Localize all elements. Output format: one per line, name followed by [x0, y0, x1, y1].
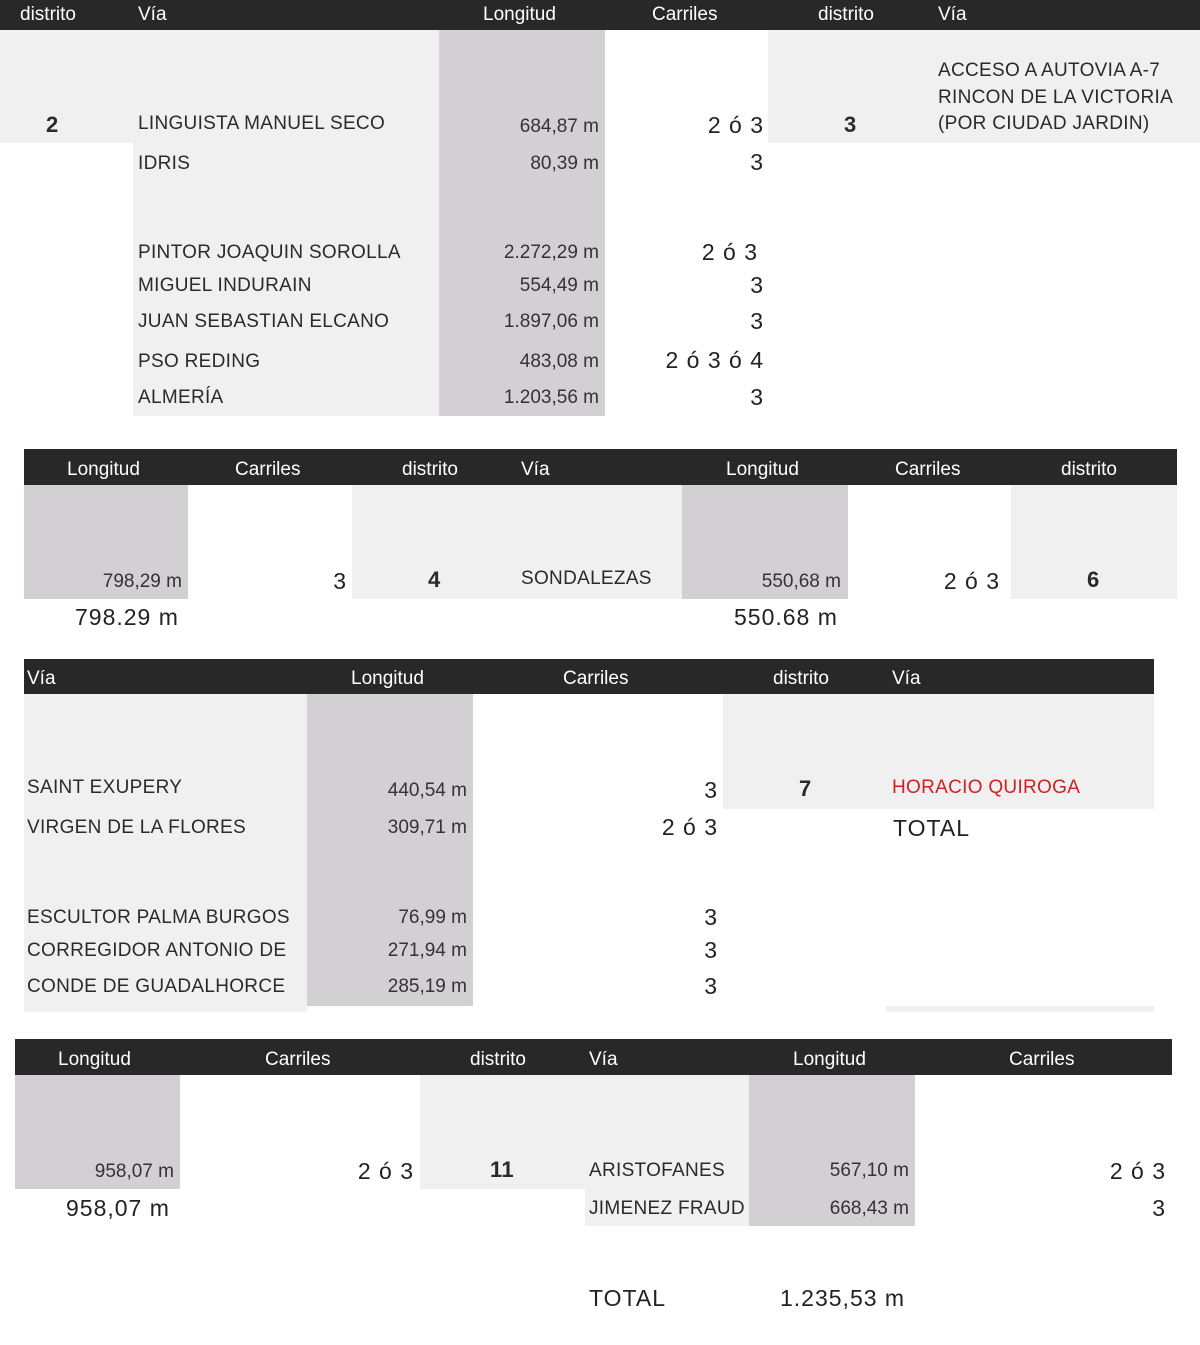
carriles-cell: 3: [750, 384, 764, 410]
via-cell: PINTOR JOAQUIN SOROLLA: [138, 242, 401, 263]
band3-via-column: [24, 694, 307, 1012]
band1-header-distrito: distrito: [20, 4, 76, 25]
longitud-cell: 1.203,56 m: [503, 387, 599, 408]
band3-header-carriles: Carriles: [563, 668, 629, 689]
band3-header-distrito: distrito: [773, 668, 829, 689]
via-cell: CONDE DE GUADALHORCE: [27, 976, 286, 997]
band1-district-cell: [0, 30, 133, 143]
band4-header-carriles: Carriles: [265, 1049, 331, 1070]
band4-left-longitud: 958,07 m: [94, 1161, 174, 1182]
band2-header: [24, 449, 1177, 485]
band1-header-distrito-right: distrito: [818, 4, 874, 25]
via-cell: MIGUEL INDURAIN: [138, 275, 312, 296]
band1-district-right: 3: [844, 112, 857, 137]
via-cell: VIRGEN DE LA FLORES: [27, 817, 246, 838]
band3-right-bottom-strip: [886, 1006, 1154, 1012]
longitud-cell: 309,71 m: [387, 817, 467, 838]
longitud-cell: 1.897,06 m: [503, 311, 599, 332]
band4-header-via: Vía: [589, 1049, 618, 1070]
band4-left-carriles: 2 ó 3: [357, 1158, 414, 1184]
via-cell: ALMERÍA: [138, 387, 224, 408]
band2-header-distrito-right: distrito: [1061, 459, 1117, 480]
band4-left-total: 958,07 m: [66, 1195, 170, 1221]
via-cell: ARISTOFANES: [589, 1160, 725, 1181]
carriles-cell: 3: [750, 149, 764, 175]
carriles-cell: 2 ó 3: [707, 112, 764, 138]
band3-via-right: HORACIO QUIROGA: [892, 777, 1081, 798]
band1-right-via-line1: ACCESO A AUTOVIA A-7: [938, 60, 1161, 81]
carriles-cell: 3: [750, 272, 764, 298]
band1-right-via-line3: (POR CIUDAD JARDIN): [938, 113, 1150, 134]
carriles-cell: 2 ó 3: [661, 814, 718, 840]
band2-via: SONDALEZAS: [521, 568, 652, 589]
band3-total-label: TOTAL: [893, 815, 970, 841]
via-cell: LINGUISTA MANUEL SECO: [138, 113, 386, 134]
longitud-cell: 76,99 m: [398, 907, 467, 928]
carriles-cell: 2 ó 3: [1109, 1158, 1166, 1184]
via-cell: JUAN SEBASTIAN ELCANO: [138, 311, 390, 332]
band2-header-carriles: Carriles: [235, 459, 301, 480]
via-cell: SAINT EXUPERY: [27, 777, 183, 798]
longitud-cell: 285,19 m: [387, 976, 467, 997]
longitud-cell: 684,87 m: [519, 116, 599, 137]
band4-header-longitud-right: Longitud: [793, 1049, 866, 1070]
band1-header-longitud: Longitud: [483, 4, 556, 25]
band4-total-value: 1.235,53 m: [780, 1285, 906, 1311]
band2-header-longitud: Longitud: [67, 459, 140, 480]
band2-header-carriles-right: Carriles: [895, 459, 961, 480]
band2-left-carriles: 3: [333, 568, 347, 594]
band1-header: [0, 0, 1200, 30]
band2-district-right: 6: [1087, 567, 1100, 592]
carriles-cell: 3: [1152, 1195, 1166, 1221]
band3-district-right: 7: [799, 776, 812, 801]
band1-right-via-line2: RINCON DE LA VICTORIA: [938, 87, 1174, 108]
carriles-cell: 3: [704, 777, 718, 803]
band2-district: 4: [428, 567, 441, 592]
band4-total-label: TOTAL: [589, 1285, 666, 1311]
band2-left-longitud: 798,29 m: [102, 571, 182, 592]
longitud-cell: 554,49 m: [519, 275, 599, 296]
via-cell: PSO REDING: [138, 351, 261, 372]
band4-district: 11: [490, 1157, 514, 1182]
longitud-cell: 483,08 m: [519, 351, 599, 372]
longitud-cell: 440,54 m: [387, 780, 467, 801]
band2-longitud: 550,68 m: [761, 571, 841, 592]
band3-header-via-right: Vía: [892, 668, 921, 689]
longitud-cell: 567,10 m: [829, 1160, 909, 1181]
band2-total: 550.68 m: [734, 604, 838, 630]
via-cell: IDRIS: [138, 153, 191, 174]
longitud-cell: 80,39 m: [530, 153, 599, 174]
band1-district: 2: [46, 112, 59, 137]
band3-header-longitud: Longitud: [351, 668, 424, 689]
via-cell: JIMENEZ FRAUD: [589, 1198, 745, 1219]
carriles-cell: 2 ó 3 ó 4: [665, 347, 764, 373]
band1-header-via: Vía: [138, 4, 167, 25]
longitud-cell: 2.272,29 m: [503, 242, 599, 263]
band2-left-total: 798.29 m: [75, 604, 179, 630]
band3-header-via: Vía: [27, 668, 56, 689]
via-cell: CORREGIDOR ANTONIO DE: [27, 940, 287, 961]
band2-header-longitud-right: Longitud: [726, 459, 799, 480]
carriles-cell: 3: [704, 973, 718, 999]
longitud-cell: 271,94 m: [387, 940, 467, 961]
via-cell: ESCULTOR PALMA BURGOS: [27, 907, 290, 928]
carriles-cell: 3: [704, 904, 718, 930]
band2-carriles: 2 ó 3: [943, 568, 1000, 594]
band4-header-longitud: Longitud: [58, 1049, 131, 1070]
carriles-cell: 3: [750, 308, 764, 334]
band4-header-distrito: distrito: [470, 1049, 526, 1070]
band1-header-carriles: Carriles: [652, 4, 718, 25]
band2-header-distrito: distrito: [402, 459, 458, 480]
longitud-cell: 668,43 m: [829, 1198, 909, 1219]
carriles-cell: 2 ó 3: [701, 239, 758, 265]
band2-header-via: Vía: [521, 459, 550, 480]
carriles-cell: 3: [704, 937, 718, 963]
band1-header-via-right: Vía: [938, 4, 967, 25]
band4-header-carriles-right: Carriles: [1009, 1049, 1075, 1070]
